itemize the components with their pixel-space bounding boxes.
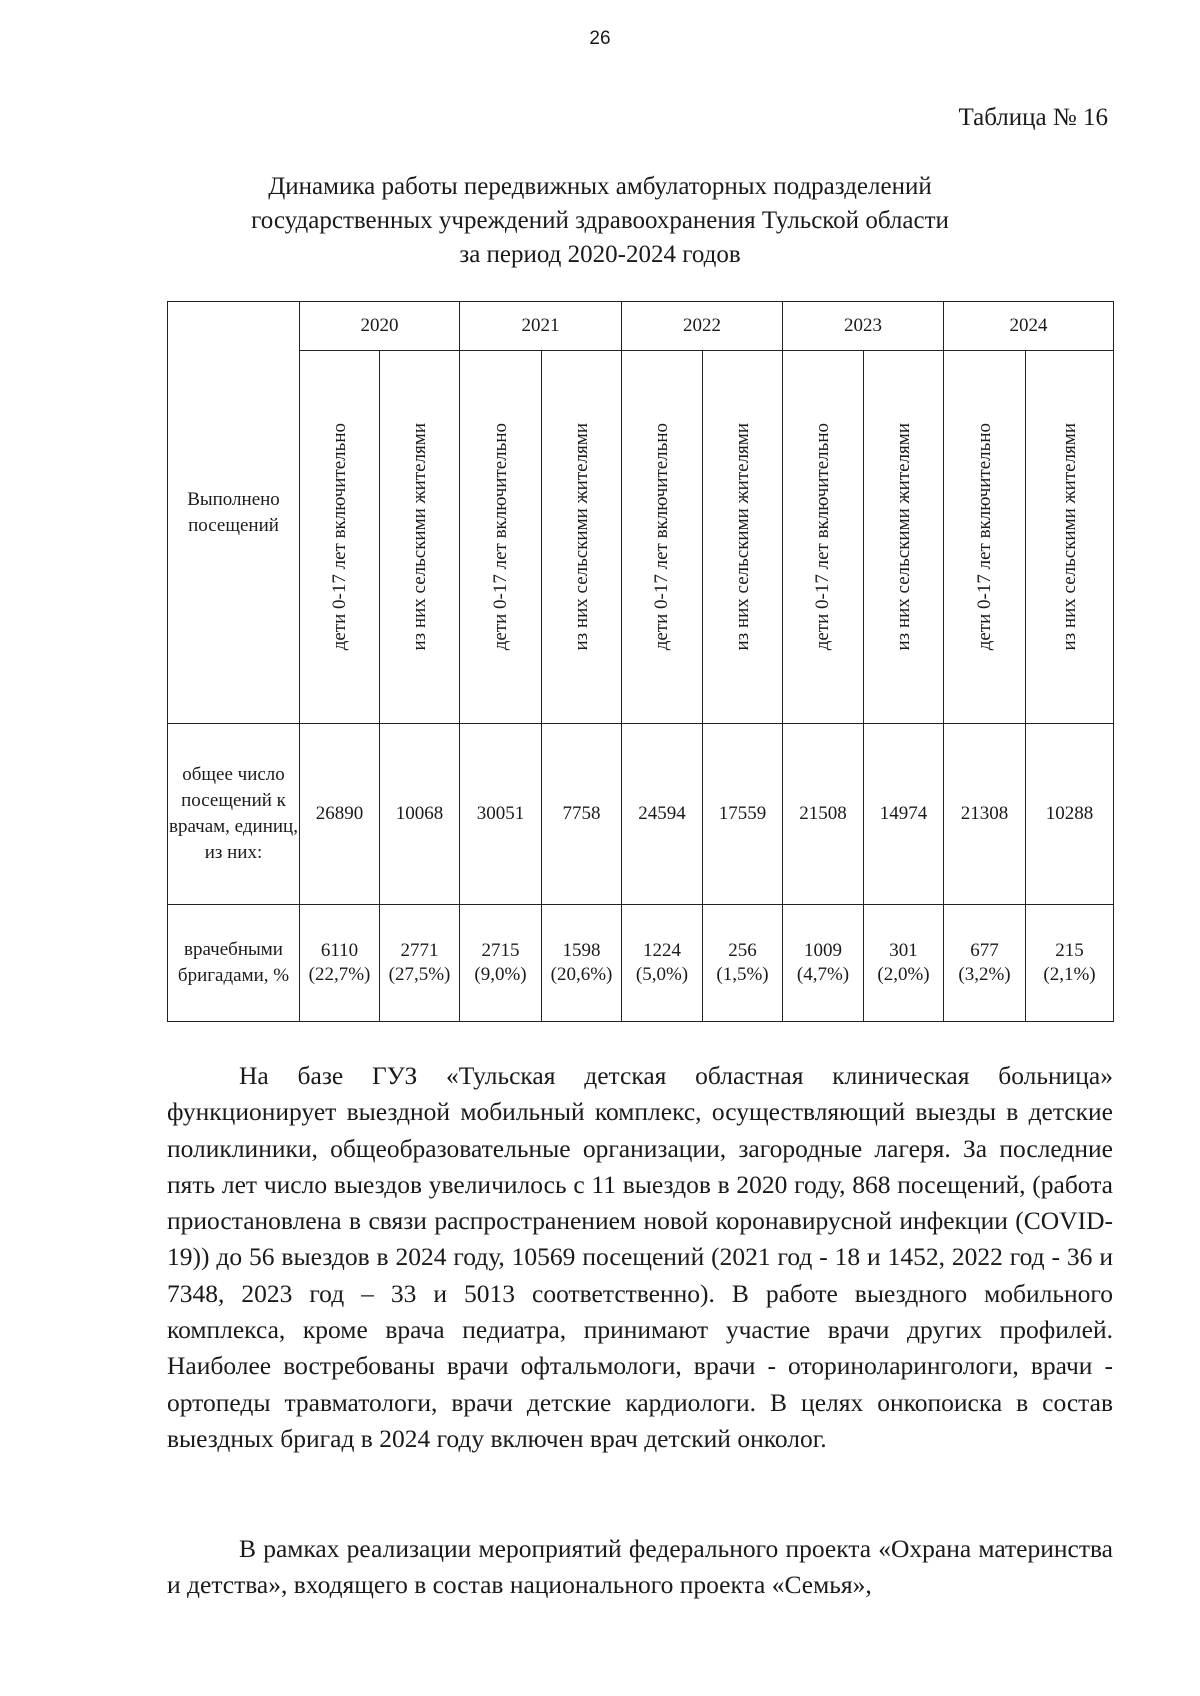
row-label: врачебными бригадами, %	[168, 905, 300, 1022]
cell-percent: (5,0%)	[635, 964, 689, 985]
cell-percent: (2,0%)	[877, 964, 930, 985]
subheader-label: из них сельскими жителями	[1058, 423, 1080, 651]
cell-percent: (4,7%)	[796, 964, 850, 985]
table-label: Таблица № 16	[958, 104, 1108, 131]
subheader-cell	[1026, 351, 1114, 724]
cell-value: 1009	[804, 940, 842, 961]
table-cell: 21508	[783, 724, 864, 905]
table-cell: 21308	[944, 724, 1026, 905]
table-cell	[300, 905, 380, 1022]
table-cell: 14974	[864, 724, 944, 905]
page-number: 26	[589, 28, 611, 49]
subheader-cell	[622, 351, 703, 724]
cell-value: 2715	[481, 940, 520, 961]
statistics-table	[167, 301, 1114, 1022]
table-cell	[542, 905, 622, 1022]
table-cell	[1026, 905, 1114, 1022]
cell-value: 2771	[400, 940, 439, 961]
cell-value: 6110	[320, 940, 359, 961]
year-header: 2023	[783, 302, 944, 351]
subheader-label: из них сельскими жителями	[892, 423, 914, 651]
table-cell	[622, 905, 703, 1022]
cell-percent: (20,6%)	[550, 964, 613, 985]
cell-percent: (22,7%)	[308, 964, 371, 985]
table-cell: 26890	[300, 724, 380, 905]
cell-value: 215	[1055, 940, 1084, 961]
subheader-label: дети 0-17 лет включительно	[489, 423, 511, 651]
cell-value: 301	[889, 940, 918, 961]
subheader-label: дети 0-17 лет включительно	[812, 423, 833, 651]
table-row	[168, 905, 1114, 1022]
table-cell: 10288	[1026, 724, 1114, 905]
subheader-label: дети 0-17 лет включительно	[651, 423, 672, 651]
subheader-cell	[300, 351, 380, 724]
subheader-cell	[703, 351, 783, 724]
table-cell	[703, 905, 783, 1022]
year-header: 2020	[300, 302, 460, 351]
table-cell: 17559	[703, 724, 783, 905]
cell-value: 1598	[562, 940, 601, 961]
table-cell	[944, 905, 1026, 1022]
subheader-cell	[783, 351, 864, 724]
body-paragraph: В рамках реализации мероприятий федерального проекта «Охрана материнства и детства», входящего в состав национального проекта «Семья»,	[167, 1534, 1113, 1600]
cell-percent: (2,1%)	[1043, 964, 1096, 985]
row-label: общее число посещений к врачам, единиц, из них:	[168, 724, 300, 905]
title-line: за период 2020-2024 годов	[459, 241, 741, 268]
cell-percent: (9,0%)	[474, 964, 527, 985]
subheader-label: дети 0-17 лет включительно	[328, 423, 350, 651]
table-cell	[460, 905, 542, 1022]
subheader-label: из них сельскими жителями	[408, 423, 430, 651]
year-header: 2024	[944, 302, 1114, 351]
subheader-cell	[542, 351, 622, 724]
cell-value: 677	[970, 940, 999, 961]
subheader-cell	[864, 351, 944, 724]
table-cell: 30051	[460, 724, 542, 905]
table-cell	[864, 905, 944, 1022]
cell-percent: (3,2%)	[958, 964, 1011, 985]
subheader-cell	[460, 351, 542, 724]
subheader-label: дети 0-17 лет включительно	[973, 423, 995, 651]
table-cell: 7758	[542, 724, 622, 905]
table-cell	[783, 905, 864, 1022]
title-line: государственных учреждений здравоохранения Тульской области	[251, 207, 949, 234]
subheader-row	[168, 351, 1114, 724]
table-cell: 10068	[380, 724, 460, 905]
cell-value: 256	[728, 940, 757, 961]
cell-percent: (27,5%)	[388, 964, 451, 985]
table-title	[150, 170, 1050, 272]
cell-percent: (1,5%)	[716, 964, 769, 985]
year-header: 2022	[622, 302, 783, 351]
subheader-cell	[380, 351, 460, 724]
row-header-cell: Выполнено посещений	[168, 302, 300, 724]
subheader-label: из них сельскими жителями	[731, 423, 753, 651]
title-line: Динамика работы передвижных амбулаторных подразделений	[268, 173, 932, 200]
subheader-cell	[944, 351, 1026, 724]
body-paragraph: На базе ГУЗ «Тульская детская областная клиническая больница» функционирует выездной мобильный комплекс, осуществляющий выезды в детские поликлиники, общеобразовательные организации, загородные лагеря. За последние пять лет число выездов увеличилось с 11 выездов в 2020 году, 868 посещений, (работа приостановлена в связи распространением новой коронавирусной инфекции (COVID-19)) до 56 выездов в 2024 году, 10569 посещений (2021 год - 18 и 1452, 2022 год - 36 и 7348, 2023 год – 33 и 5013 соответственно). В работе выездного мобильного комплекса, кроме врача педиатра, принимают участие врачи других профилей. Наиболее востребованы врачи офтальмологи, врачи - оториноларингологи, врачи - ортопеды травматологи, врачи детские кардиологи. В целях онкопоиска в состав выездных бригад в 2024 году включен врач детский онколог.	[167, 1061, 1113, 1453]
year-header-row	[168, 302, 1114, 351]
table-cell	[380, 905, 460, 1022]
cell-value: 1224	[643, 940, 681, 961]
table-cell: 24594	[622, 724, 703, 905]
year-header: 2021	[460, 302, 622, 351]
subheader-label: из них сельскими жителями	[570, 423, 592, 651]
table-row	[168, 724, 1114, 905]
